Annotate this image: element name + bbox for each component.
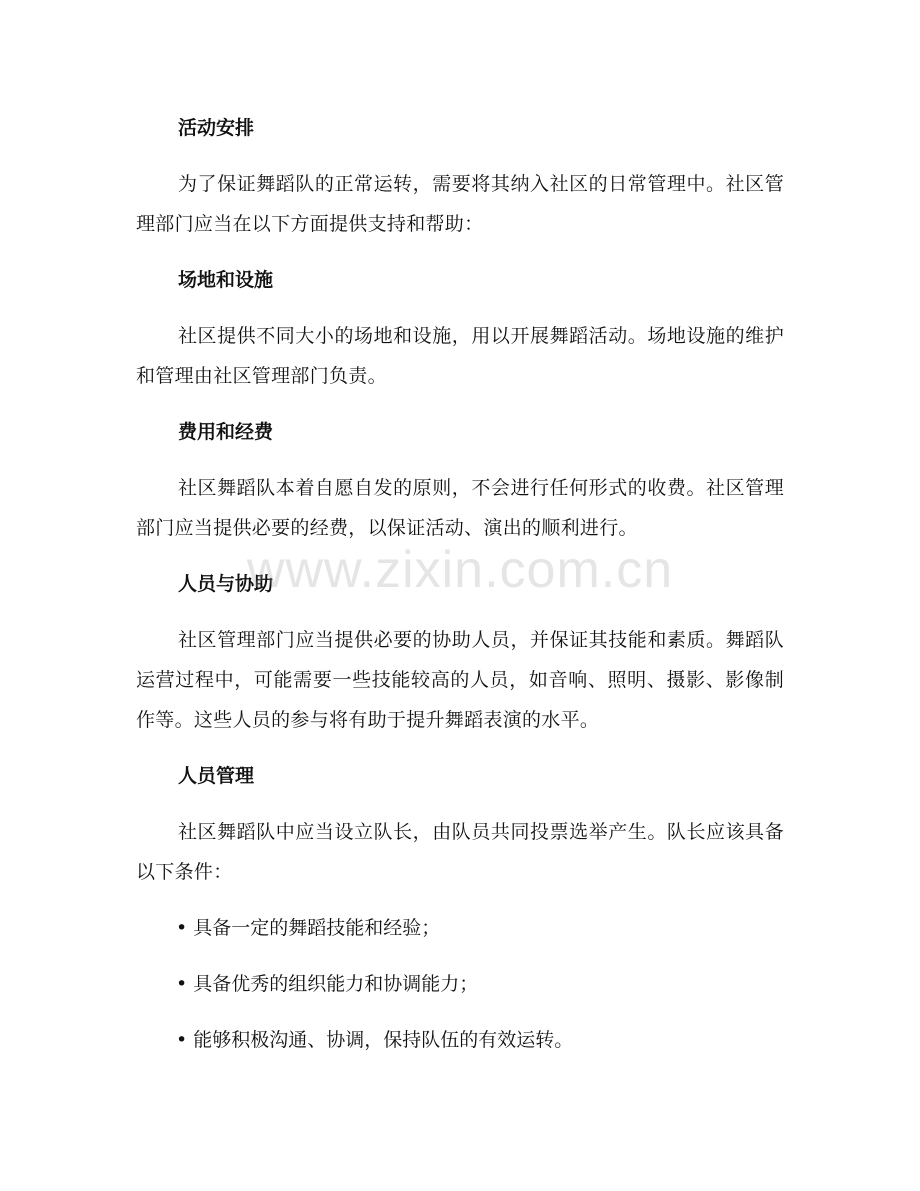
paragraph: 社区提供不同大小的场地和设施，用以开展舞蹈活动。场地设施的维护和管理由社区管理部门负责。 [136, 325, 784, 387]
paragraph: 社区舞蹈队本着自愿自发的原则，不会进行任何形式的收费。社区管理部门应当提供必要的经费，以保证活动、演出的顺利进行。 [136, 477, 784, 539]
section-heading: 场地和设施 [178, 269, 274, 291]
section-heading: 费用和经费 [178, 421, 274, 443]
bullet-item: • 具备一定的舞蹈技能和经验； [176, 917, 441, 939]
watermark: www.zixin.com.cn [246, 541, 674, 599]
bullet-item: • 能够积极沟通、协调，保持队伍的有效运转。 [176, 1029, 574, 1051]
paragraph: 为了保证舞蹈队的正常运转，需要将其纳入社区的日常管理中。社区管理部门应当在以下方面提供支持和帮助： [136, 173, 784, 235]
paragraph: 社区管理部门应当提供必要的协助人员，并保证其技能和素质。舞蹈队运营过程中，可能需要一些技能较高的人员，如音响、照明、摄影、影像制作等。这些人员的参与将有助于提升舞蹈表演的水平。 [136, 629, 784, 731]
paragraph: 社区舞蹈队中应当设立队长，由队员共同投票选举产生。队长应该具备以下条件： [136, 821, 784, 883]
section-heading: 活动安排 [178, 117, 255, 139]
document-body [136, 108, 784, 1076]
bullet-item: • 具备优秀的组织能力和协调能力； [176, 973, 479, 995]
section-heading: 人员与协助 [178, 573, 274, 595]
section-heading: 人员管理 [178, 765, 255, 787]
